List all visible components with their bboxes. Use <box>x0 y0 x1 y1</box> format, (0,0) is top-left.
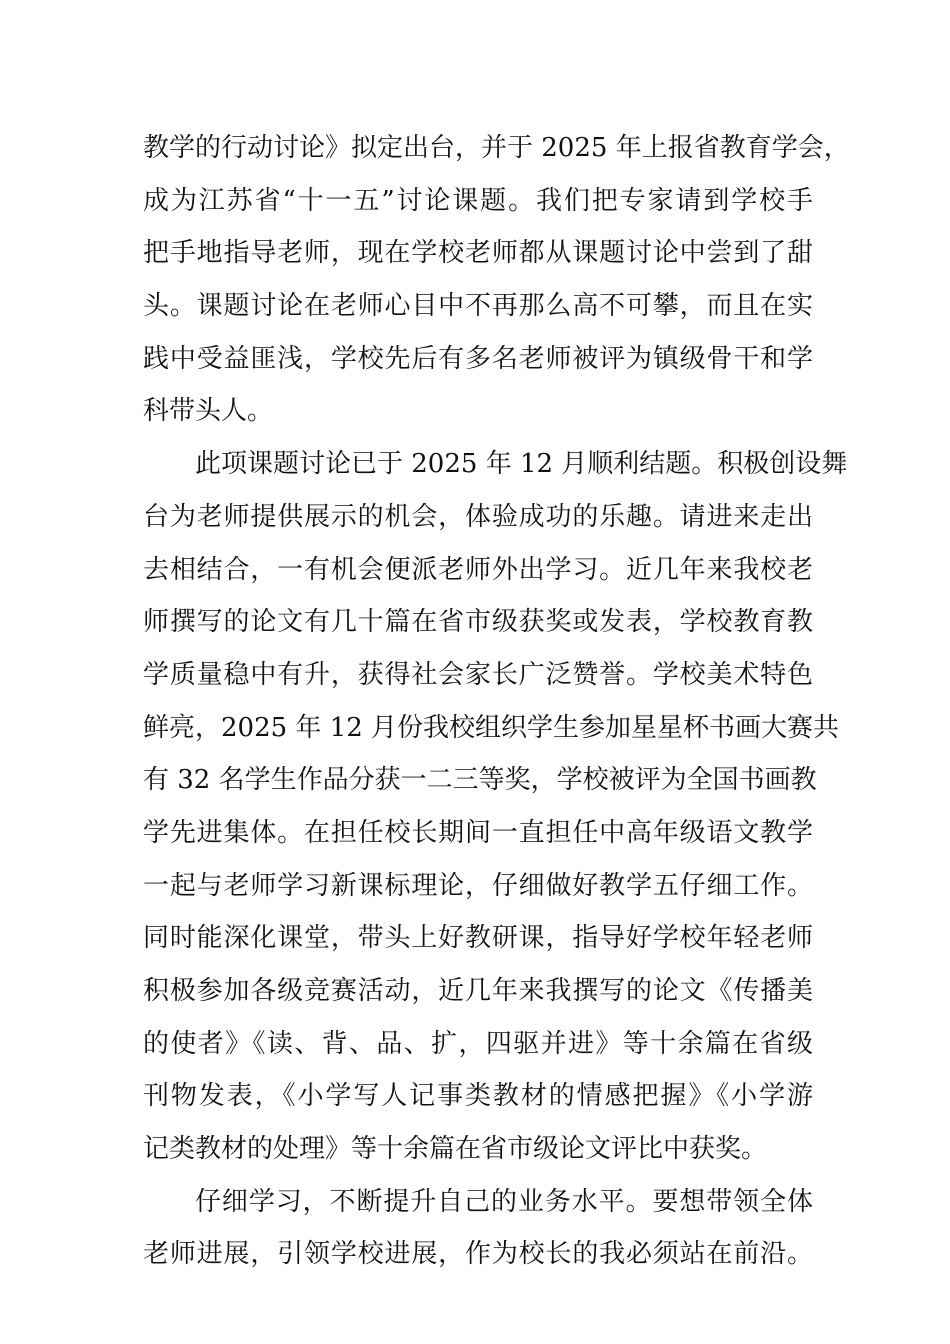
paragraph-1 <box>143 128 850 444</box>
text-line: 有 32 名学生作品分获一二三等奖，学校被评为全国书画教 <box>143 765 817 796</box>
text-line: 刊物发表，《小学写人记事类教材的情感把握》《小学游 <box>143 1081 813 1112</box>
text-line: 师撰写的论文有几十篇在省市级获奖或发表，学校教育教 <box>143 607 813 638</box>
text-line: 鲜亮，2025 年 12 月份我校组织学生参加星星杯书画大赛共 <box>143 712 840 743</box>
text-line: 教学的行动讨论》拟定出台，并于 2025 年上报省教育学会， <box>143 133 850 163</box>
text-line: 去相结合，一有机会便派老师外出学习。近几年来我校老 <box>143 554 813 585</box>
text-line: 学质量稳中有升，获得社会家长广泛赞誉。学校美术特色 <box>143 659 813 690</box>
document-body <box>143 128 850 1287</box>
text-line: 此项课题讨论已于 2025 年 12 月顺利结题。积极创设舞 <box>195 449 848 480</box>
paragraph-3 <box>143 1182 813 1287</box>
text-line: 的使者》《读、背、品、扩，四驱并进》等十余篇在省级 <box>143 1028 813 1059</box>
text-line: 把手地指导老师，现在学校老师都从课题讨论中尝到了甜 <box>143 238 813 269</box>
text-line: 记类教材的处理》等十余篇在省市级论文评比中获奖。 <box>143 1134 768 1165</box>
text-line: 仔细学习，不断提升自己的业务水平。要想带领全体 <box>195 1186 813 1217</box>
text-line: 积极参加各级竞赛活动，近几年来我撰写的论文《传播美 <box>143 976 813 1006</box>
text-line: 台为老师提供展示的机会，体验成功的乐趣。请进来走出 <box>143 501 813 532</box>
text-line: 践中受益匪浅，学校先后有多名老师被评为镇级骨干和学 <box>143 343 813 374</box>
text-line: 头。课题讨论在老师心目中不再那么高不可攀，而且在实 <box>143 291 813 322</box>
text-line: 一起与老师学习新课标理论，仔细做好教学五仔细工作。 <box>143 870 813 901</box>
paragraph-2 <box>143 444 848 1182</box>
text-line: 科带头人。 <box>143 396 274 427</box>
text-line: 学先进集体。在担任校长期间一直担任中高年级语文教学 <box>143 817 813 848</box>
text-line: 老师进展，引领学校进展，作为校长的我必须站在前沿。 <box>143 1239 813 1270</box>
text-line: 成为江苏省“十一五”讨论课题。我们把专家请到学校手 <box>143 185 813 216</box>
text-line: 同时能深化课堂，带头上好教研课，指导好学校年轻老师 <box>143 923 813 954</box>
